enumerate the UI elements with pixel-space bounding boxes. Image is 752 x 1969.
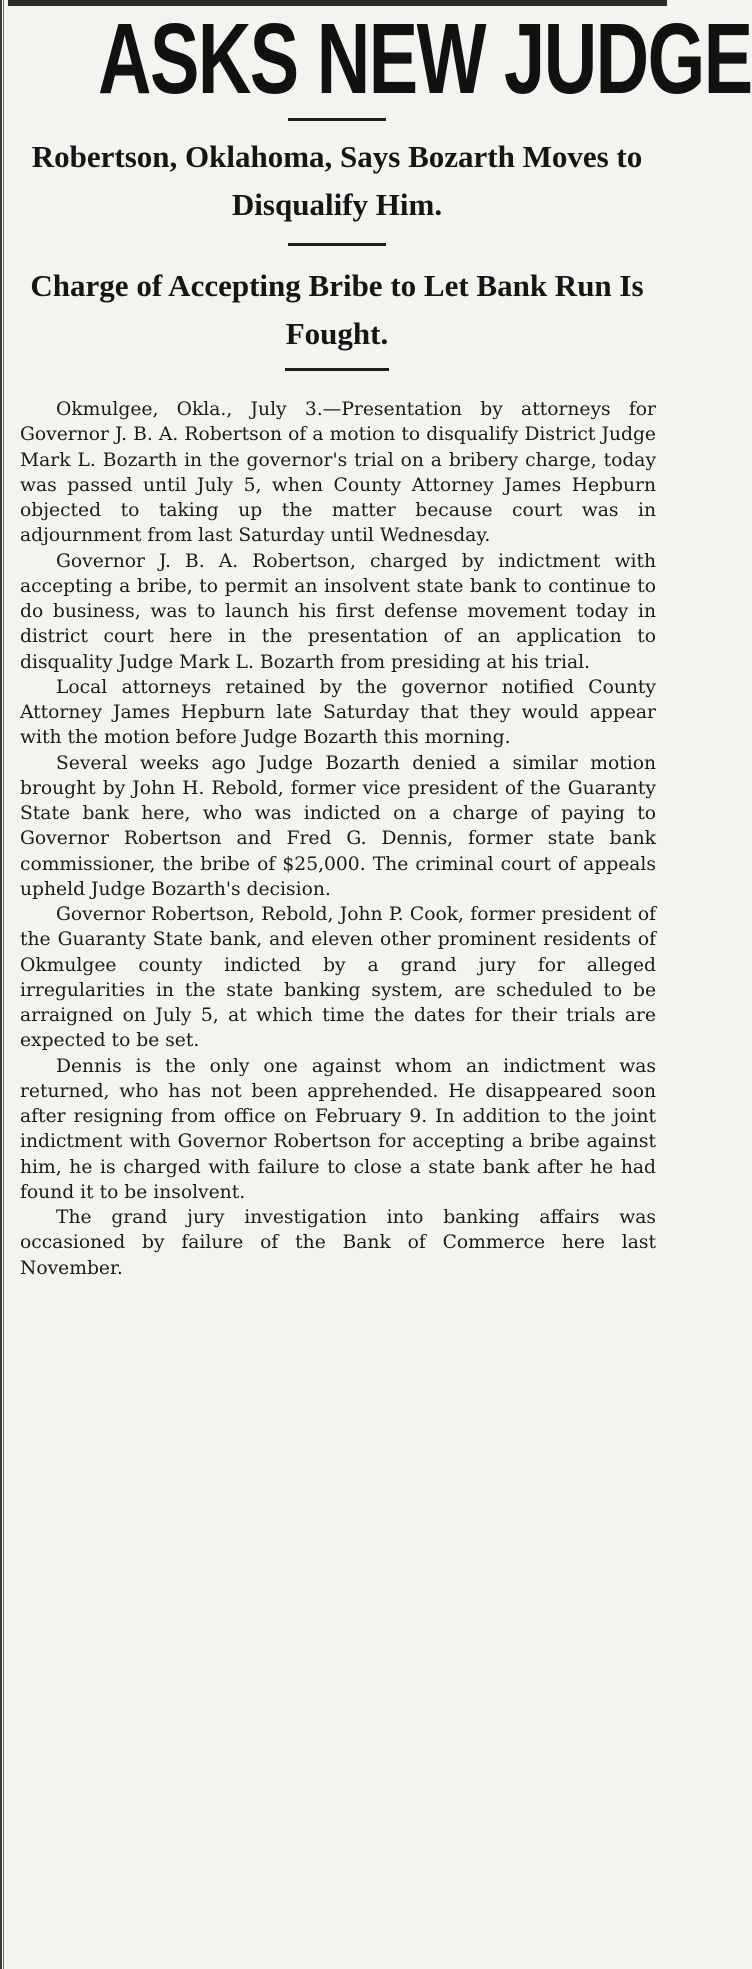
article-paragraph: Governor Robertson, Rebold, John P. Cook, former president of the Guaranty State bank, and eleven other prominent residents of Okmulgee county indicted by a grand jury for alleged irregularities in the state banking system, are scheduled to be arraigned on July 5, at which time the dates for their trials are expected to be set. <box>20 904 656 1052</box>
article-paragraph: Local attorneys retained by the governor notified County Attorney James Hepburn late Saturday that they would appear with the motion before Judge Bozarth this morning. <box>20 676 656 749</box>
column-border-left <box>0 0 5 1969</box>
article-paragraph: Several weeks ago Judge Bozarth denied a similar motion brought by John H. Rebold, former vice president of the Guaranty State bank here, who was indicted on a charge of paying to Governor Robertson and Fred G. Dennis, former state bank commissioner, the bribe of $25,000. The criminal court of appeals upheld Judge Bozarth's decision. <box>20 752 656 900</box>
article-column <box>14 0 752 1969</box>
article-paragraph: The grand jury investigation into banking affairs was occasioned by failure of the Bank of Commerce here last November. <box>20 1207 656 1279</box>
article-deck-primary: Robertson, Oklahoma, Says Bozarth Moves to Disqualify Him. <box>31 139 643 222</box>
body-divider <box>285 368 389 371</box>
article-paragraph: Okmulgee, Okla., July 3.—Presentation by attorneys for Governor J. B. A. Robertson of a motion to disqualify District Judge Mark L. Bozarth in the governor's trial on a bribery charge, today was passed until July 5, when County Attorney James Hepburn objected to taking up the matter because court was in adjournment from last Saturday until Wednesday. <box>20 399 656 547</box>
article-headline: ASKS NEW JUDGE <box>97 3 752 115</box>
headline-divider <box>288 118 386 121</box>
deck-divider <box>288 243 386 246</box>
article-deck-secondary: Charge of Accepting Bribe to Let Bank Run Is Fought. <box>30 268 644 351</box>
article-paragraph: Dennis is the only one against whom an indictment was returned, who has not been apprehended. He disappeared soon after resigning from office on February 9. In addition to the joint indictment with Governor Robertson for accepting a bribe against him, he is charged with failure to close a state bank after he had found it to be insolvent. <box>20 1055 656 1203</box>
article-body <box>14 397 660 1281</box>
article-paragraph: Governor J. B. A. Robertson, charged by indictment with accepting a bribe, to permit an insolvent state bank to continue to do business, was to launch his first defense movement today in district court here in the presentation of an application to disquality Judge Mark L. Bozarth from presiding at his trial. <box>20 550 656 673</box>
